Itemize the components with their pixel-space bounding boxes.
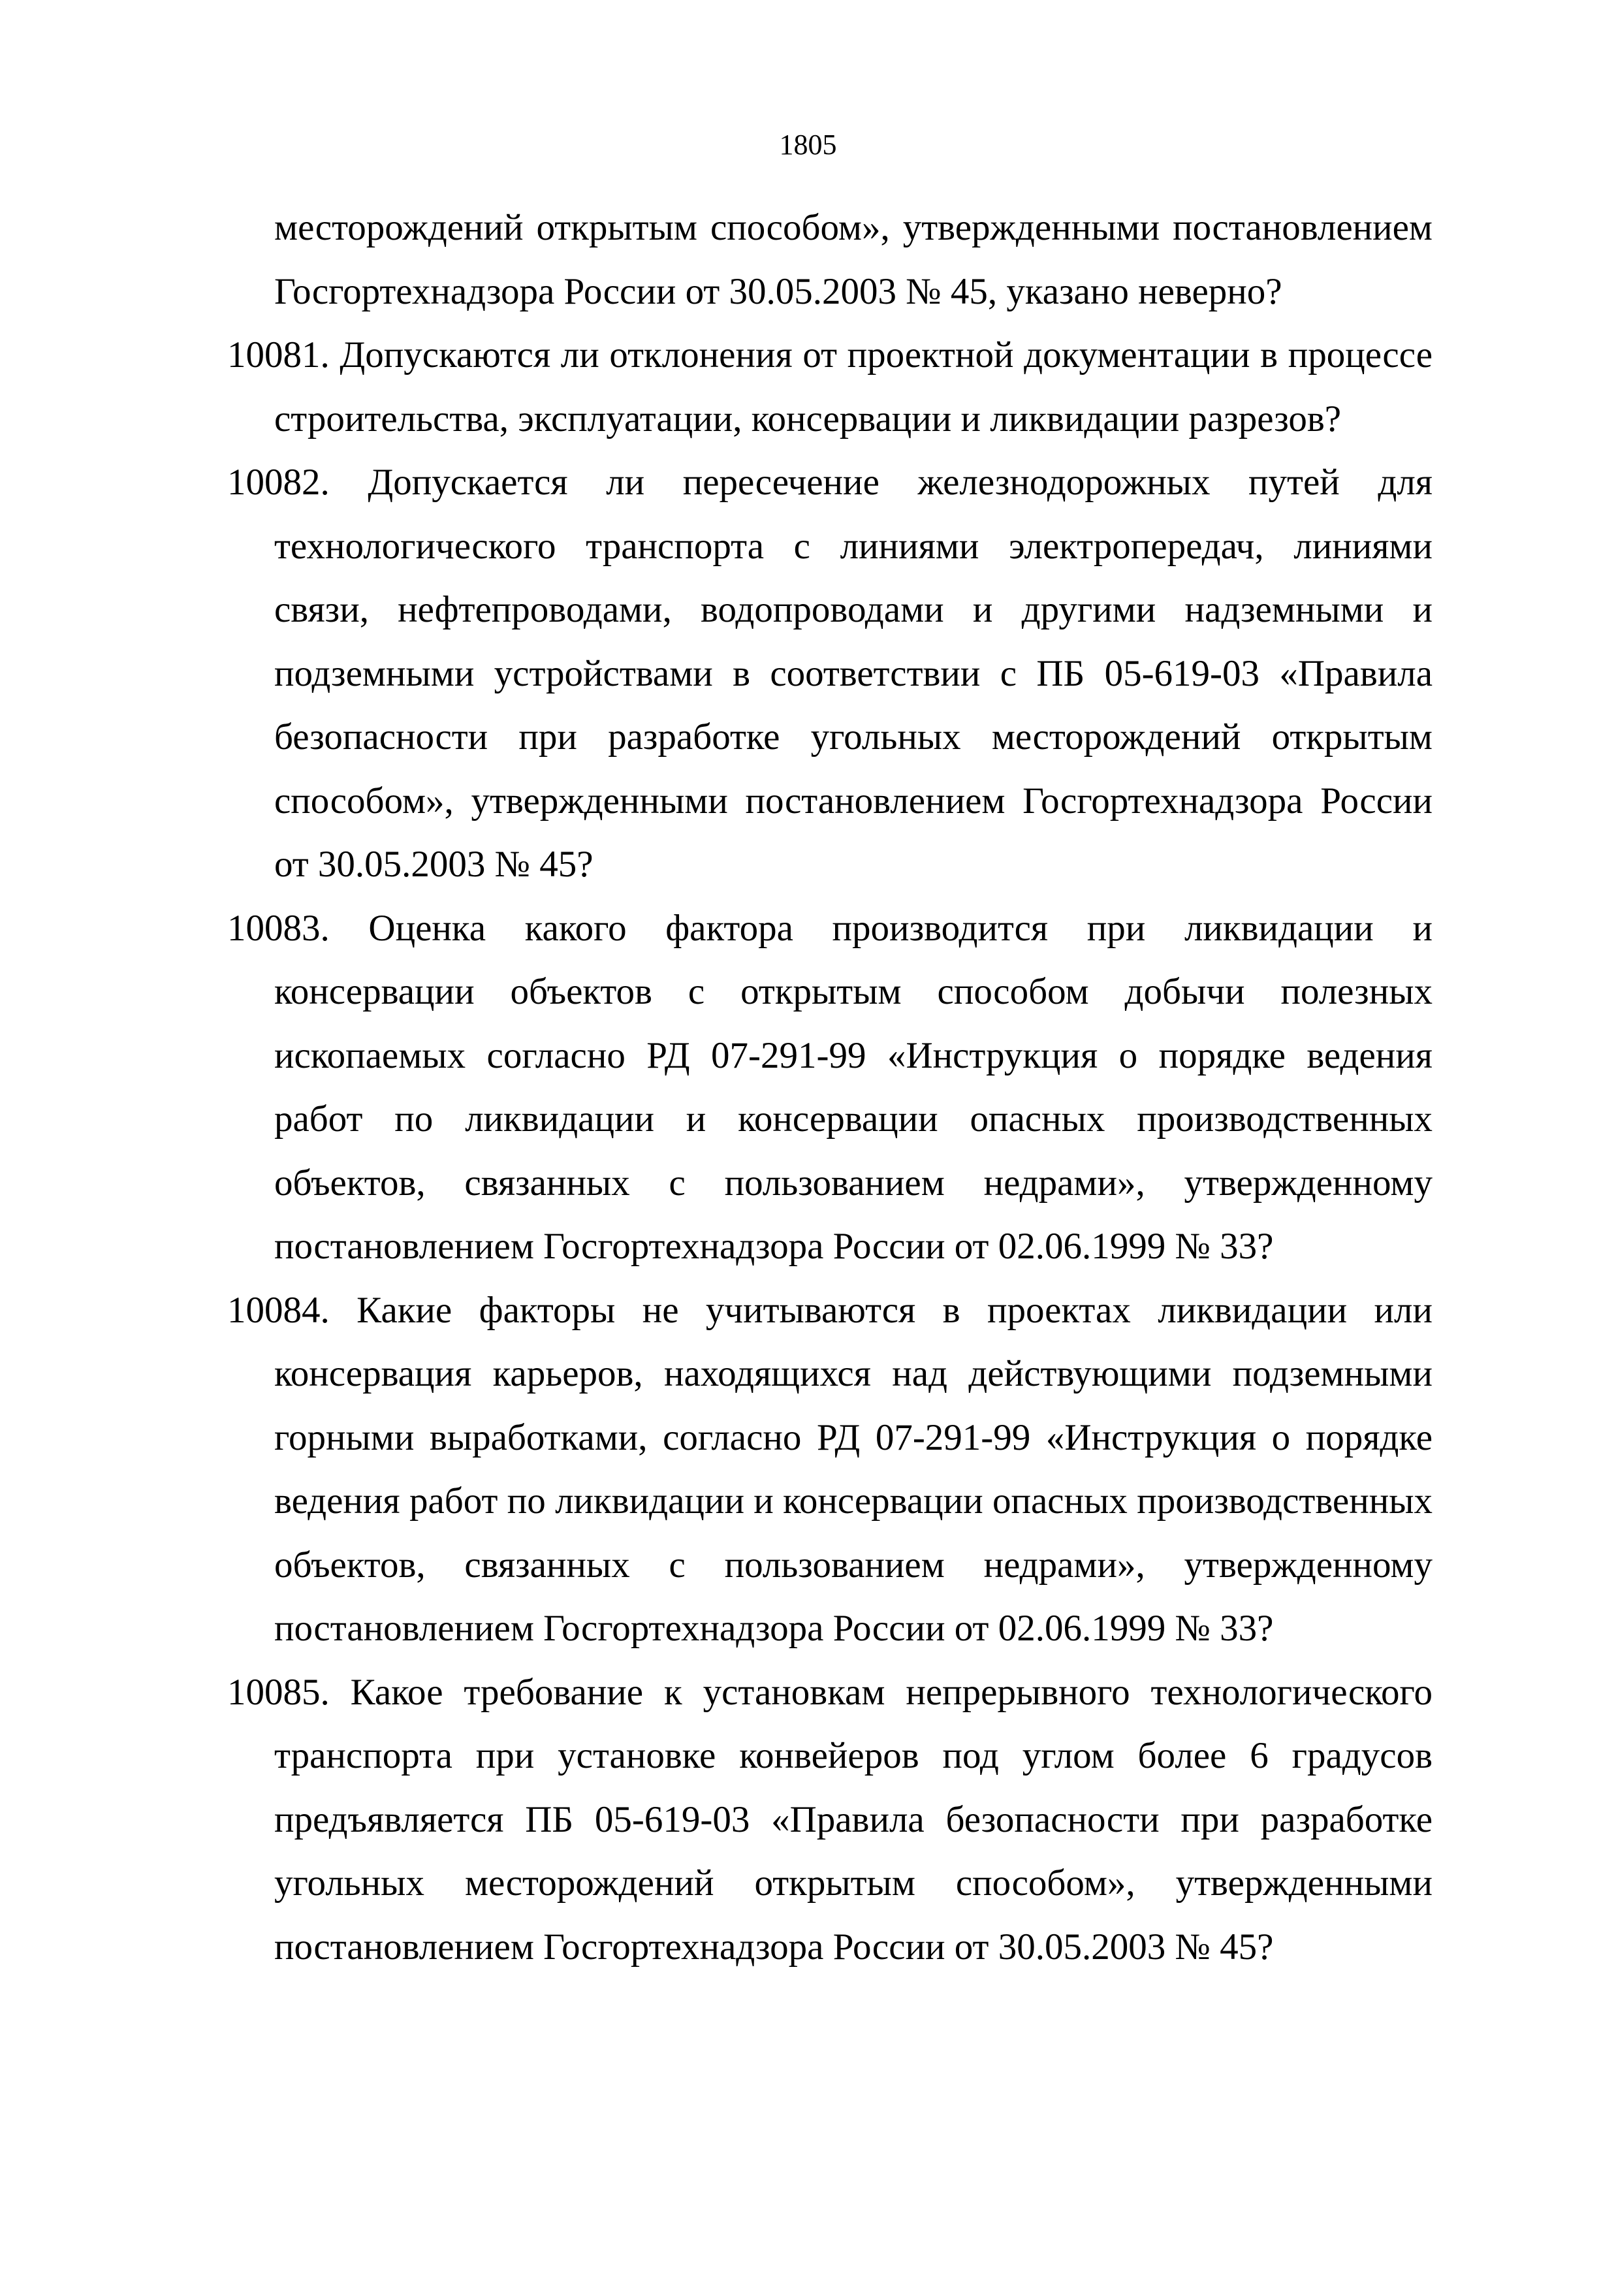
question-text: Оценка какого фактора производится при ликвидации и консервации объектов с открытым способом добычи полезных ископаемых согласно РД 07-291-99 «Инструкция о порядке ведения работ по ликвидации и консервации опасных производственных объектов, связанных с пользованием недрами», утвержденному постановлением Госгортехнадзора России от 02.06.1999 № 33? <box>274 907 1433 1267</box>
question-item <box>227 1279 1433 1661</box>
page-number: 1805 <box>779 129 837 161</box>
question-number: 10081. <box>227 334 330 375</box>
question-number: 10084. <box>227 1289 330 1331</box>
question-item <box>227 323 1433 451</box>
question-item <box>227 897 1433 1279</box>
question-text: Какое требование к установкам непрерывного технологического транспорта при установке конвейеров под углом более 6 градусов предъявляется ПБ 05-619-03 «Правила безопасности при разработке угольных месторождений открытым способом», утвержденными постановлением Госгортехнадзора России от 30.05.2003 № 45? <box>274 1671 1433 1968</box>
question-item <box>227 1661 1433 1979</box>
question-list <box>227 196 1433 1979</box>
question-text: Какие факторы не учитываются в проектах ликвидации или консервация карьеров, находящихся над действующими подземными горными выработками, согласно РД 07-291-99 «Инструкция о порядке ведения работ по ликвидации и консервации опасных производственных объектов, связанных с пользованием недрами», утвержденному постановлением Госгортехнадзора России от 02.06.1999 № 33? <box>274 1289 1433 1649</box>
continuation-paragraph: месторождений открытым способом», утвержденными постановлением Госгортехнадзора России от 30.05.2003 № 45, указано неверно? <box>274 207 1433 312</box>
question-text: Допускаются ли отклонения от проектной документации в процессе строительства, эксплуатации, консервации и ликвидации разрезов? <box>274 334 1433 439</box>
question-number: 10082. <box>227 462 330 503</box>
question-item <box>227 451 1433 897</box>
question-text: Допускается ли пересечение железнодорожных путей для технологического транспорта с линиями электропередач, линиями связи, нефтепроводами, водопроводами и другими надземными и подземными устройствами в соответствии с ПБ 05-619-03 «Правила безопасности при разработке угольных месторождений открытым способом», утвержденными постановлением Госгортехнадзора России от 30.05.2003 № 45? <box>274 462 1433 885</box>
question-number: 10085. <box>227 1671 330 1713</box>
question-number: 10083. <box>227 907 330 949</box>
